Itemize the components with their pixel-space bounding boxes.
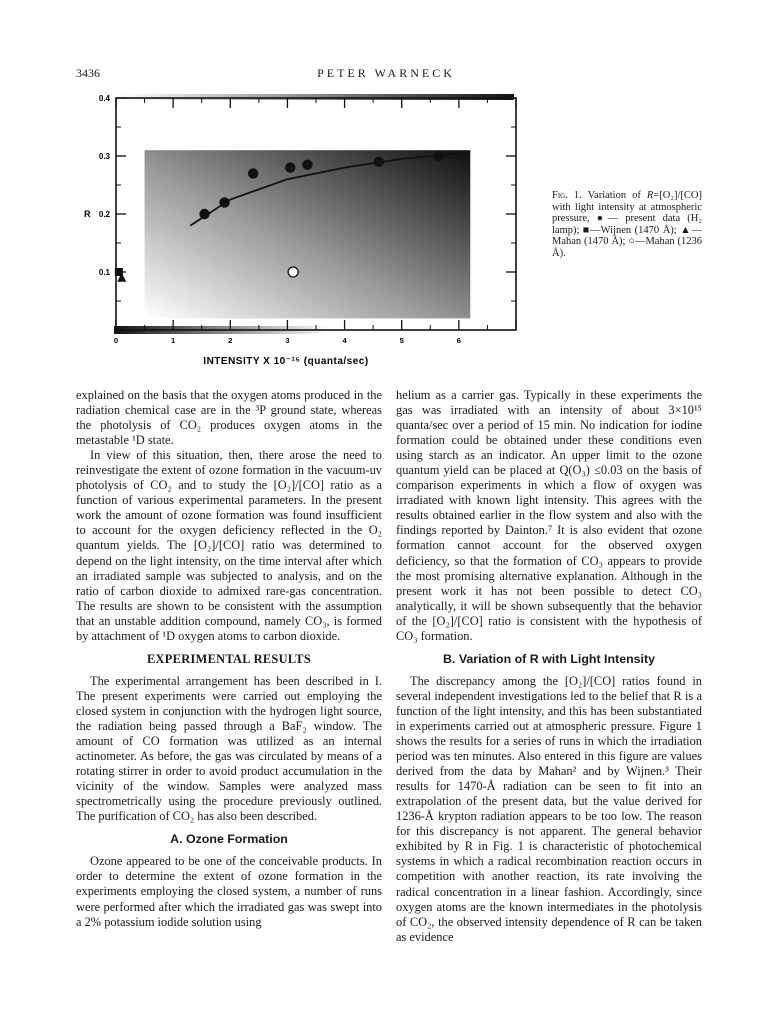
data-point-present — [434, 151, 444, 161]
page-header — [76, 66, 696, 84]
data-point-present — [199, 209, 209, 219]
x-tick-label: 2 — [228, 336, 233, 345]
x-tick-label: 6 — [456, 336, 461, 345]
x-tick-label: 1 — [171, 336, 176, 345]
figure-1 — [70, 88, 530, 368]
right-column — [396, 388, 702, 945]
data-point-present — [285, 162, 295, 172]
paragraph: In view of this situation, then, there arose the need to reinvestigate the extent of ozone formation in the vacuum-uv photolysis of CO₂ and to study the [O₂]/[CO] ratio as a function of various experimental parameters. In the present work the amount of ozone formation was found insufficient to account for the oxygen deficiency reflected in the O₂ quantum yields. The [O₂]/[CO] ratio was determined to depend on the light intensity, on the time interval after which an irradiated sample was subjected to analysis, and on the ratio of carbon dioxide to admixed rare-gas concentration. The results are shown to be consistent with the assumption that an unstable addition compound, namely CO₃, is formed by attachment of ¹D oxygen atoms to carbon dioxide. — [76, 448, 382, 643]
data-point-present — [302, 160, 312, 170]
section-heading: EXPERIMENTAL RESULTS — [146, 651, 312, 666]
y-tick-label: 0.1 — [98, 268, 110, 277]
figure-caption: Fig. 1. Variation of R=[O₂]/[CO] with light intensity at atmospheric pressure, ●— present data (H₂ lamp); ■—Wijnen (1470 Å); ▲—Mahan (1470 Å); ○—Mahan (1236 Å). — [552, 190, 702, 259]
y-tick-label: 0.3 — [98, 152, 110, 161]
x-tick-label: 3 — [285, 336, 290, 345]
y-axis-label: R — [84, 209, 91, 219]
running-title: PETER WARNECK — [317, 66, 455, 80]
data-point-mahan-1236 — [288, 267, 298, 277]
subsection-heading: B. Variation of R with Light Intensity — [442, 651, 656, 666]
paragraph: Ozone appeared to be one of the conceivable products. In order to determine the extent of ozone formation in the experiments employing the closed system, a number of runs were performed after which the irradiated gas was swept into a 2% potassium iodide solution using — [76, 854, 382, 929]
subsection-heading: A. Ozone Formation — [170, 832, 288, 847]
x-tick-label: 4 — [342, 336, 347, 345]
paragraph: The discrepancy among the [O₂]/[CO] ratios found in several independent investigations led to the belief that R is a function of the light intensity, and this has been substantiated in experiments carried out at atmospheric pressure. Figure 1 shows the results for a series of runs in which the irradiation period was ten minutes. Also entered in this figure are values derived from the data by Mahan² and by Wijnen.³ Their results for 1470-Å radiation can be seen to fit into an extrapolation of the present data, but the value derived for 1236-Å krypton radiation appears to be too low. The reason for this discrepancy is not apparent. The general behavior exhibited by R in Fig. 1 is characteristic of photochemical systems in which a radical recombination reaction occurs in competition with another reaction, its rate involving the radical concentration in a linear fashion. Accordingly, since oxygen atoms are the known intermediates in the photolysis of CO₂, the observed intensity dependence of R can be taken as evidence — [396, 673, 702, 944]
y-tick-label: 0.2 — [98, 210, 110, 219]
paragraph: helium as a carrier gas. Typically in these experiments the gas was irradiated with an intensity of about 3×10¹⁵ quanta/sec over a period of 15 min. No indication for iodine formation could be obtained under these conditions even using starch as an indicator. An upper limit to the ozone quantum yield can be placed at Q(O₃) ≤0.03 on the basis of comparison experiments in which a flow of oxygen was irradiated with known light intensity. This agrees with the results obtained earlier in the flow system and also with the findings reported by Dainton.⁷ It is also evident that ozone formation cannot account for the observed oxygen deficiency, so that the formation of CO₃ appears to provide the most promising alternative explanation. Although in the present work it has not been possible to detect CO₃ analytically, it will be shown subsequently that the behavior of the [O₂]/[CO] ratio is consistent with the hypothesis of CO₃ formation. — [396, 388, 702, 643]
paragraph: explained on the basis that the oxygen atoms produced in the radiation chemical case are in the ³P ground state, whereas the photolysis of CO₂ produces oxygen atoms in the metastable ¹D state. — [76, 388, 382, 448]
x-tick-label: 5 — [399, 336, 404, 345]
data-point-present — [248, 168, 258, 178]
left-column — [76, 388, 382, 930]
data-point-present — [374, 157, 384, 167]
intensity-chart — [70, 88, 530, 368]
paragraph: The experimental arrangement has been described in I. The present experiments were carried out employing the closed system in conjunction with the hydrogen light source, the radiation being passed through a BaF₂ window. The amount of CO formation was utilized as an internal actinometer. As before, the gas was circulated by means of a rotating stirrer in order to avoid product accumulation in the vicinity of the window. Samples were analyzed mass spectrometrically using the procedure previously outlined. The purification of CO₂ has also been described. — [76, 673, 382, 824]
data-point-present — [219, 197, 229, 207]
x-tick-label: 0 — [113, 336, 119, 345]
x-axis-label: INTENSITY X 10⁻¹⁵ (quanta/sec) — [203, 356, 369, 367]
page-number: 3436 — [76, 66, 100, 80]
y-tick-label: 0.4 — [98, 94, 110, 103]
